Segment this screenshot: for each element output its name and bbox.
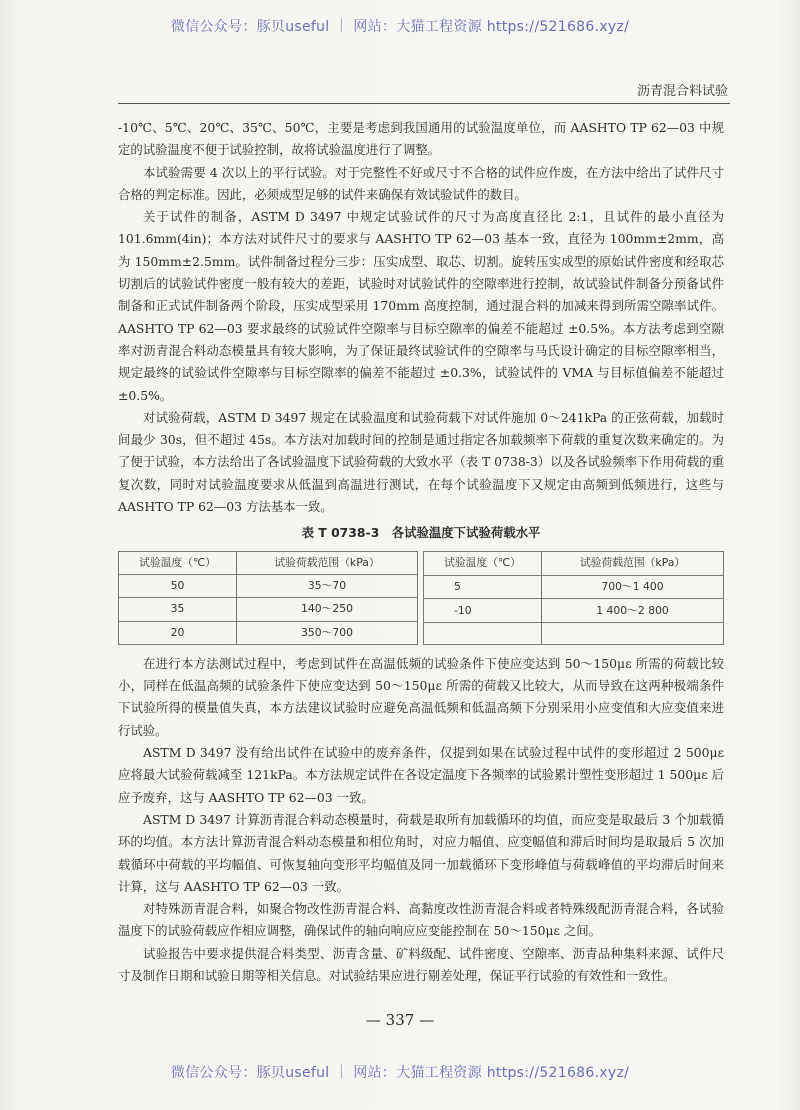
watermark-bottom: 微信公众号：豚贝useful ｜ 网站：大猫工程资源 https://521686.xyz/	[170, 1065, 630, 1081]
page-body	[118, 117, 724, 987]
table-row	[119, 598, 418, 621]
cell-temp: 50	[119, 574, 237, 597]
table-row	[424, 599, 724, 623]
cell-range: 350～700	[237, 621, 418, 644]
paragraph-4: 对试验荷载，ASTM D 3497 规定在试验温度和试验荷载下对试件施加 0～241kPa 的正弦荷载，加载时间最少 30s，但不超过 45s。本方法对加载时间的控制是通过指定各加载频率下荷载的重复次数来确定的。为了便于试验，本方法给出了各试验温度下试验荷载的大致水平（表 T 0738-3）以及各试验频率下作用荷载的重复次数，同时对试验温度要求从低温到高温进行测试，在每个试验温度下又规定由高频到低频进行，这些与 AASHTO TP 62—03 方法基本一致。	[118, 409, 724, 515]
table-row	[119, 621, 418, 644]
cell-temp: 20	[119, 621, 237, 644]
cell-range: 1 400～2 800	[542, 599, 724, 623]
cell-range: 700～1 400	[542, 575, 724, 599]
cell-range: 35～70	[237, 574, 418, 597]
header-temp: 试验温度（℃）	[424, 551, 542, 575]
paragraph-9: 试验报告中要求提供混合料类型、沥青含量、矿料级配、试件密度、空隙率、沥青品种集料来源、试件尺寸及制作日期和试验日期等相关信息。对试验结果应进行剔差处理，保证平行试验的有效性和一致性。	[118, 945, 724, 983]
table-row	[119, 574, 418, 597]
running-header: 沥青混合料试验	[636, 84, 728, 99]
table-row	[424, 575, 724, 599]
paragraph-8: 对特殊沥青混合料，如聚合物改性沥青混合料、高黏度改性沥青混合料或者特殊级配沥青混合料，各试验温度下的试验荷载应作相应调整，确保试件的轴向响应应变能控制在 50～150με 之间。	[118, 901, 724, 939]
page-number: — 337 —	[365, 1011, 435, 1029]
paragraph-2: 本试验需要 4 次以上的平行试验。对于完整性不好或尺寸不合格的试件应作废，在方法中给出了试件尺寸合格的判定标准。因此，必须成型足够的试件来确保有效试验试件的数目。	[118, 164, 724, 202]
paragraph-6: ASTM D 3497 没有给出试件在试验中的废弃条件，仅提到如果在试验过程中试件的变形超过 2 500με 应将最大试验荷载减至 121kPa。本方法规定试件在各设定温度下各频率的试验累计塑性变形超过 1 500με 后应予废弃，这与 AASHTO TP 62—03 一致。	[118, 745, 724, 805]
load-level-table	[118, 551, 724, 645]
header-temp: 试验温度（℃）	[119, 551, 237, 574]
load-table-right	[423, 551, 724, 645]
paragraph-5: 在进行本方法测试过程中，考虑到试件在高温低频的试验条件下使应变达到 50～150με 所需的荷载比较小，同样在低温高频的试验条件下使应变达到 50～150με 所需的荷载又比较大，从而导致在这两种极端条件下试验所得的模量值失真，本方法建议试验时应避免高温低频和低温高频下分别采用小应变值和大应变值来进行试验。	[118, 655, 724, 738]
cell-temp: 35	[119, 598, 237, 621]
header-range: 试验荷载范围（kPa）	[237, 551, 418, 574]
paragraph-7: ASTM D 3497 计算沥青混合料动态模量时，荷载是取所有加载循环的均值，而应变是取最后 3 个加载循环的均值。本方法计算沥青混合料动态模量和相位角时，对应力幅值、应变幅值和滞后时间均是取最后 5 次加载循环中荷载的平均幅值、可恢复轴向变形平均幅值及同一加载循环下变形峰值与荷载峰值的平均滞后时间来计算，这与 AASHTO TP 62—03 一致。	[118, 811, 724, 894]
cell-temp: 5	[424, 575, 542, 599]
cell-temp: -10	[424, 599, 542, 623]
cell-range: 140～250	[237, 598, 418, 621]
table-caption: 表 T 0738-3 各试验温度下试验荷载水平	[301, 525, 541, 541]
table-row-empty	[424, 623, 724, 645]
header-divider	[118, 103, 730, 104]
watermark-top: 微信公众号：豚贝useful ｜ 网站：大猫工程资源 https://521686.xyz/	[170, 19, 630, 35]
paragraph-1: -10℃、5℃、20℃、35℃、50℃，主要是考虑到我国通用的试验温度单位，而 AASHTO TP 62—03 中规定的试验温度不便于试验控制，故将试验温度进行了调整。	[118, 120, 724, 158]
load-table-left	[118, 551, 418, 645]
header-range: 试验荷载范围（kPa）	[542, 551, 724, 575]
paragraph-3: 关于试件的制备，ASTM D 3497 中规定试验试件的尺寸为高度直径比 2:1，且试件的最小直径为 101.6mm(4in)；本方法对试件尺寸的要求与 AASHTO TP 62—03 基本一致，直径为 100mm±2mm，高为 150mm±2.5mm。试件制备过程分三步：压实成型、取芯、切割。旋转压实成型的原始试件密度和经取芯切割后的试验试件密度一般有较大的差距，试验时对试验试件的空隙率进行控制，故试验试件制备分预备试件制备和正式试件制备两个阶段，压实成型采用 170mm 高度控制，通过混合料的加减来得到所需空隙率试件。AASHTO TP 62—03 要求最终的试验试件空隙率与目标空隙率的偏差不能超过 ±0.5%。本方法考虑到空隙率对沥青混合料动态模量具有较大影响，为了保证最终试验试件的空隙率与马氏设计确定的目标空隙率相当，规定最终的试验试件空隙率与目标空隙率的偏差不能超过 ±0.3%，试验试件的 VMA 与目标值偏差不能超过 ±0.5%。	[118, 209, 724, 403]
